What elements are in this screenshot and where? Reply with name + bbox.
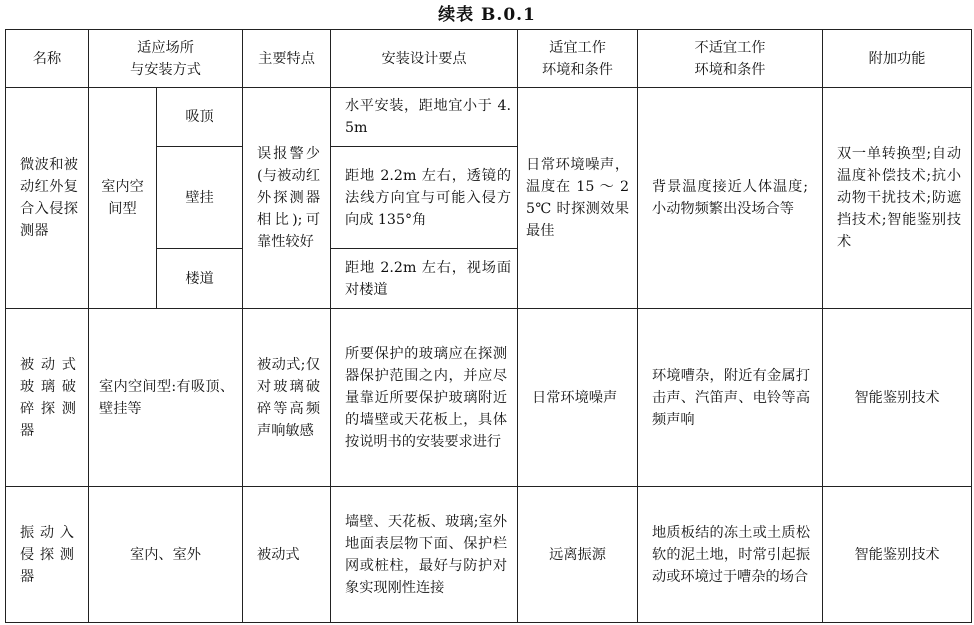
row2-extra: 智能鉴别技术 bbox=[823, 309, 972, 487]
row1-extra: 双一单转换型;自动温度补偿技术;抗小动物干扰技术;防遮挡技术;智能鉴别技术 bbox=[823, 88, 972, 309]
header-suitable: 适宜工作 环境和条件 bbox=[518, 30, 638, 88]
row2-suitable: 日常环境噪声 bbox=[518, 309, 638, 487]
row1-features: 误报警少(与被动红外探测器相比);可靠性较好 bbox=[243, 88, 331, 309]
row1-mode-corridor: 楼道 bbox=[157, 249, 243, 309]
row1-design-wall: 距地 2.2m 左右，透镜的法线方向宜与可能入侵方向成 135°角 bbox=[331, 147, 518, 249]
row1-mode-wall: 壁挂 bbox=[157, 147, 243, 249]
row1-mode-ceiling: 吸顶 bbox=[157, 88, 243, 147]
row2-name: 被动式玻璃破碎探测器 bbox=[6, 309, 89, 487]
row3-extra: 智能鉴别技术 bbox=[823, 487, 972, 623]
row3-name: 振动入侵探测器 bbox=[6, 487, 89, 623]
header-unsuitable: 不适宜工作 环境和条件 bbox=[638, 30, 823, 88]
row1-design-ceiling: 水平安装，距地宜小于 4.5m bbox=[331, 88, 518, 147]
table-row bbox=[6, 88, 972, 147]
table-row bbox=[6, 309, 972, 487]
row1-suitable: 日常环境噪声，温度在 15 ～ 25℃ 时探测效果最佳 bbox=[518, 88, 638, 309]
header-extra: 附加功能 bbox=[823, 30, 972, 88]
table-title: 续表 B.0.1 bbox=[438, 5, 536, 25]
header-features: 主要特点 bbox=[243, 30, 331, 88]
detector-spec-table bbox=[5, 29, 972, 623]
row3-suitable: 远离振源 bbox=[518, 487, 638, 623]
row2-design: 所要保护的玻璃应在探测器保护范围之内，并应尽量靠近所要保护玻璃附近的墙壁或天花板上，具体按说明书的安装要求进行 bbox=[331, 309, 518, 487]
row1-unsuitable: 背景温度接近人体温度;小动物频繁出没场合等 bbox=[638, 88, 823, 309]
row2-features: 被动式;仅对玻璃破碎等高频声响敏感 bbox=[243, 309, 331, 487]
header-name: 名称 bbox=[6, 30, 89, 88]
row1-name: 微波和被动红外复合入侵探测器 bbox=[6, 88, 89, 309]
row3-location: 室内、室外 bbox=[89, 487, 243, 623]
row3-features: 被动式 bbox=[243, 487, 331, 623]
table-row bbox=[6, 487, 972, 623]
row2-unsuitable: 环境嘈杂，附近有金属打击声、汽笛声、电铃等高频声响 bbox=[638, 309, 823, 487]
row2-location: 室内空间型:有吸顶、壁挂等 bbox=[89, 309, 243, 487]
row3-design: 墙壁、天花板、玻璃;室外地面表层物下面、保护栏网或桩柱，最好与防护对象实现刚性连接 bbox=[331, 487, 518, 623]
header-row bbox=[6, 30, 972, 88]
header-design: 安装设计要点 bbox=[331, 30, 518, 88]
header-location: 适应场所 与安装方式 bbox=[89, 30, 243, 88]
row3-unsuitable: 地质板结的冻土或土质松软的泥土地，时常引起振动或环境过于嘈杂的场合 bbox=[638, 487, 823, 623]
row1-location: 室内空间型 bbox=[89, 88, 157, 309]
row1-design-corridor: 距地 2.2m 左右，视场面对楼道 bbox=[331, 249, 518, 309]
